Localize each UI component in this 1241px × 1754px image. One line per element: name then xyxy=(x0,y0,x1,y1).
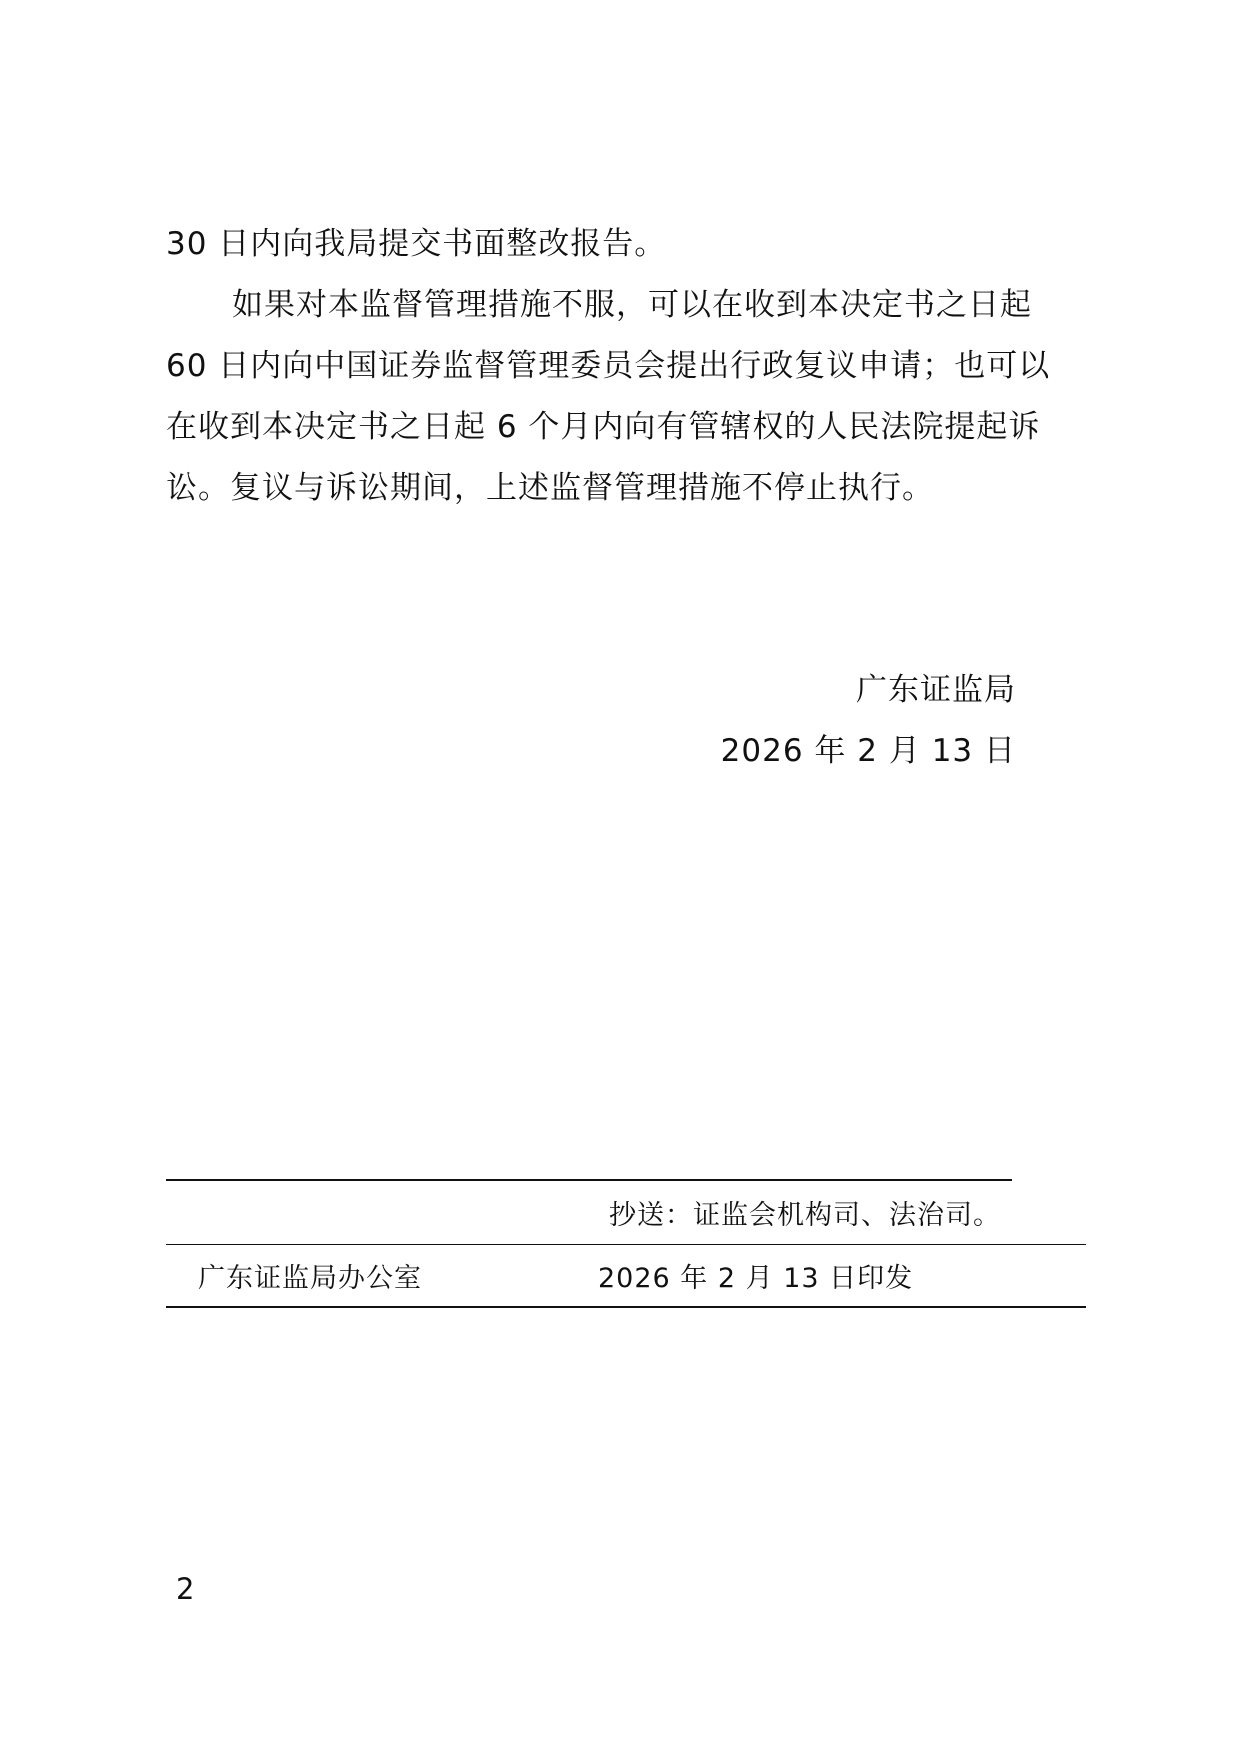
print-date: 2026 年 2 月 13 日印发 xyxy=(598,1263,914,1294)
page-number: 2 xyxy=(176,1572,195,1606)
cc-line: 抄送：证监会机构司、法治司。 xyxy=(609,1200,1001,1231)
footer-middle-rule xyxy=(166,1244,1086,1245)
footer-top-rule xyxy=(166,1179,1012,1181)
issuer-name: 广东证监局 xyxy=(856,672,1016,708)
footer-bottom-rule xyxy=(166,1306,1086,1308)
office-name: 广东证监局办公室 xyxy=(198,1263,422,1294)
body-line-1: 30 日内向我局提交书面整改报告。 xyxy=(166,226,667,262)
issue-date: 2026 年 2 月 13 日 xyxy=(720,733,1016,769)
body-line-5: 讼。复议与诉讼期间，上述监督管理措施不停止执行。 xyxy=(166,470,934,506)
body-line-2: 如果对本监督管理措施不服，可以在收到本决定书之日起 xyxy=(232,287,1032,323)
body-line-4: 在收到本决定书之日起 6 个月内向有管辖权的人民法院提起诉 xyxy=(166,409,1041,445)
body-line-3: 60 日内向中国证券监督管理委员会提出行政复议申请；也可以 xyxy=(166,348,1051,384)
